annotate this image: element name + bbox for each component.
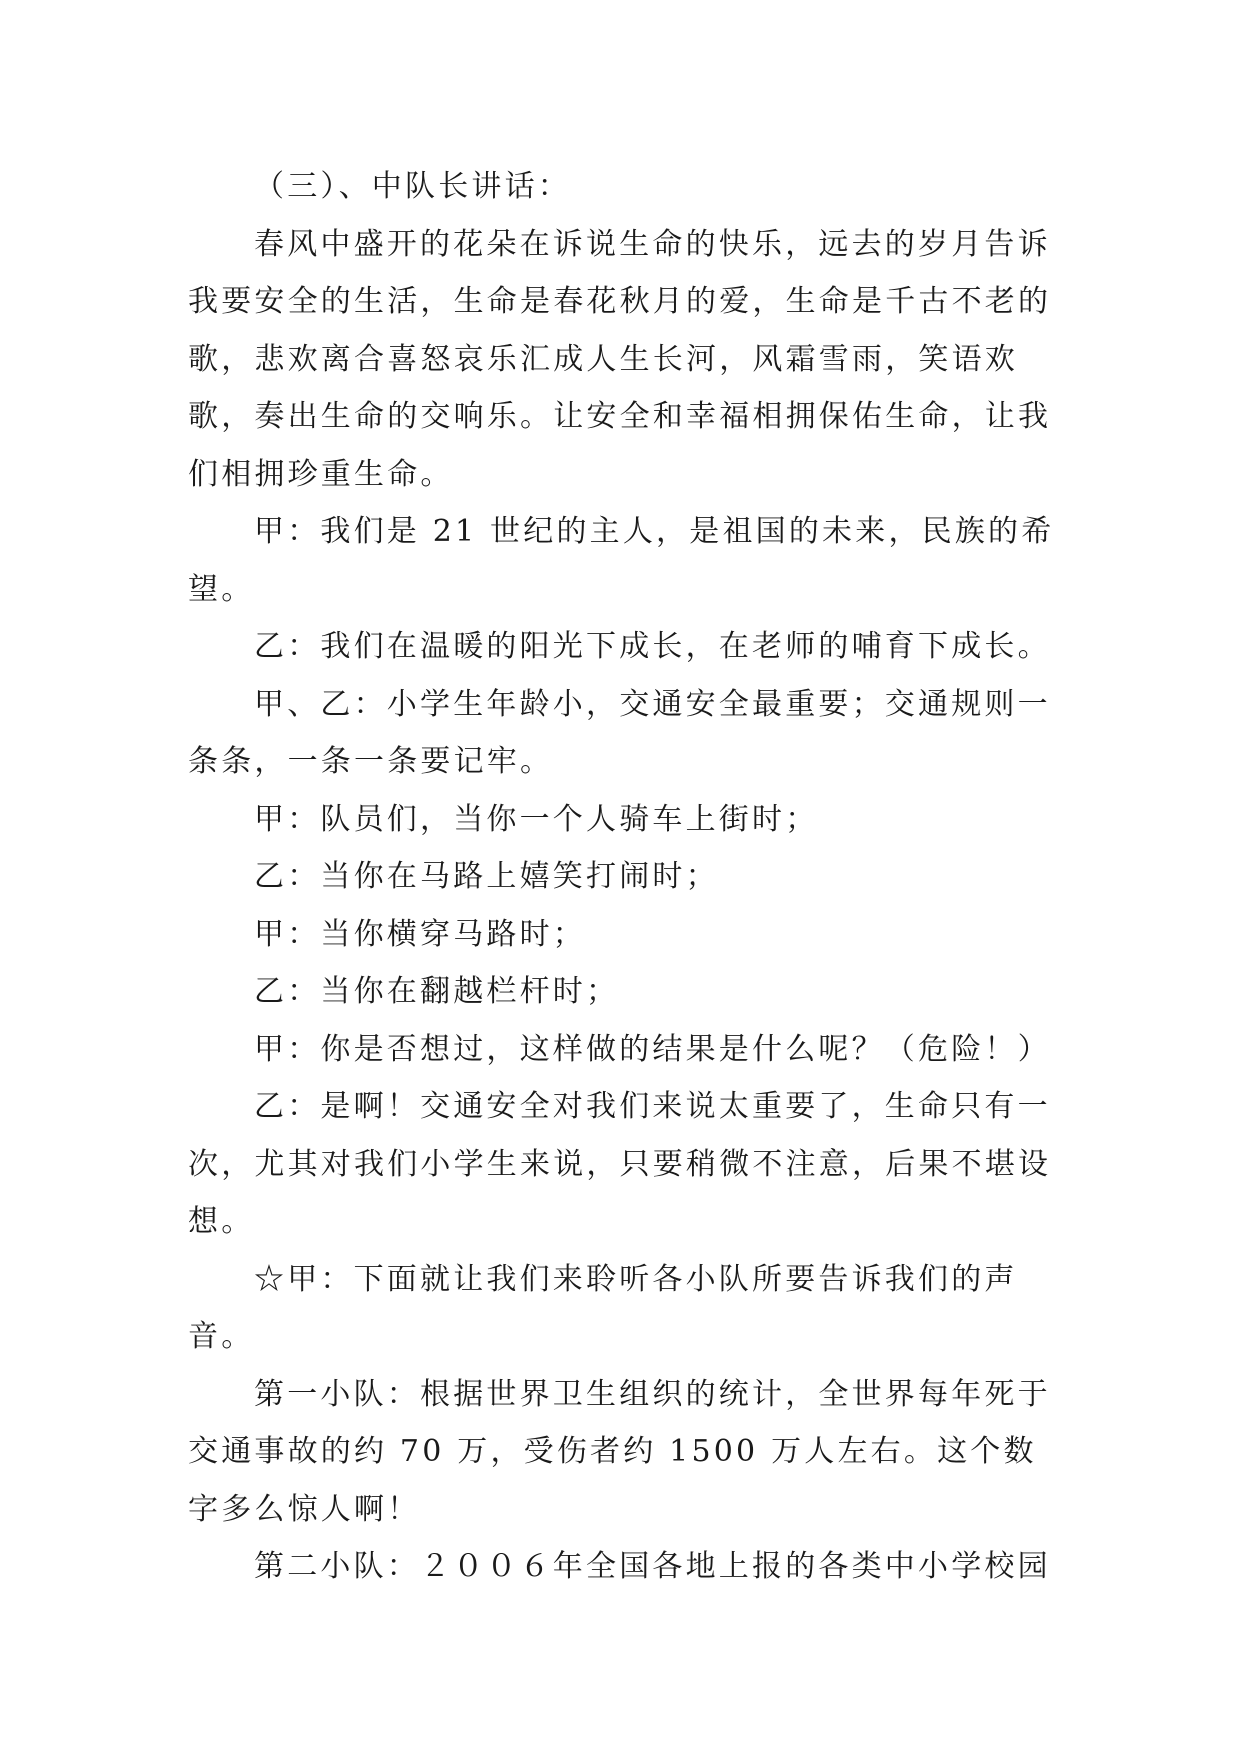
section-heading: （三）、中队长讲话： [254, 169, 571, 204]
paragraph-dialogue: 甲、乙：小学生年龄小，交通安全最重要；交通规则一条条，一条一条要记牢。 [188, 686, 1051, 779]
paragraph-dialogue: 乙：当你在翻越栏杆时； [254, 974, 620, 1009]
paragraph-dialogue: 甲：当你横穿马路时； [254, 916, 586, 952]
paragraph-intro: 春风中盛开的花朵在诉说生命的快乐，远去的岁月告诉我要安全的生活，生命是春花秋月的爱，生命是千古不老的歌，悲欢离合喜怒哀乐汇成人生长河，风霜雪雨，笑语欢歌，奏出生命的交响乐。让安全和幸福相拥保佑生命，让我们相拥珍重生命。 [188, 226, 1052, 492]
paragraph-dialogue: 乙：我们在温暖的阳光下成长，在老师的哺育下成长。 [254, 629, 1051, 664]
paragraph-squad: 第一小队：根据世界卫生组织的统计，全世界每年死于交通事故的约 70 万，受伤者约 1500 万人左右。这个数字多么惊人啊！ [188, 1376, 1051, 1527]
paragraph-dialogue: 甲：队员们，当你一个人骑车上街时； [254, 801, 819, 837]
paragraph-squad: 第二小队：２００６年全国各地上报的各类中小学校园 [254, 1549, 1051, 1584]
paragraph-dialogue: 乙：当你在马路上嬉笑打闹时； [254, 859, 719, 894]
paragraph-dialogue: 甲：我们是 21 世纪的主人，是祖国的未来，民族的希望。 [188, 514, 1055, 607]
document-body [188, 158, 1058, 1596]
paragraph-dialogue: 乙：是啊！交通安全对我们来说太重要了，生命只有一次，尤其对我们小学生来说，只要稍微不注意，后果不堪设想。 [188, 1089, 1052, 1239]
paragraph-dialogue: 甲：你是否想过，这样做的结果是什么呢？（危险！） [254, 1031, 1051, 1067]
paragraph-dialogue: ☆甲：下面就让我们来聆听各小队所要告诉我们的声音。 [188, 1261, 1018, 1354]
